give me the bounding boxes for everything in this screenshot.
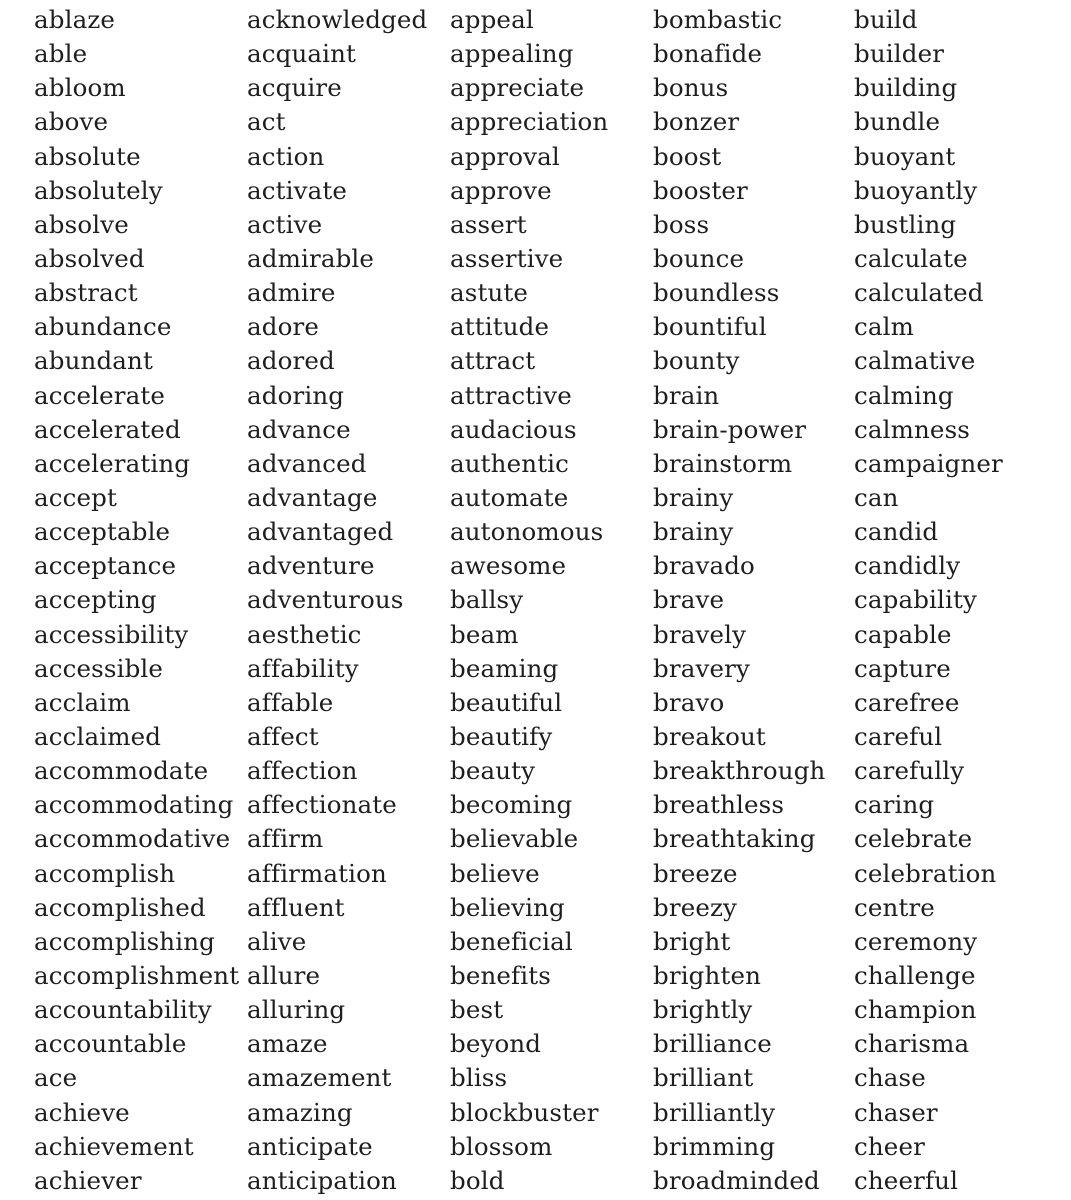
word-item: advanced [247, 448, 367, 478]
word-item: assert [450, 209, 527, 239]
word-item: bombastic [653, 5, 783, 34]
word-item: affable [247, 687, 334, 717]
word-item: action [247, 141, 325, 171]
word-item: brainy [653, 517, 734, 547]
word-item: accomplishment [34, 960, 240, 990]
word-item: achieve [34, 1097, 130, 1127]
word-item: adventurous [247, 585, 404, 615]
word-item: acquire [247, 73, 342, 103]
word-item: bliss [450, 1063, 508, 1093]
word-item: celebration [854, 858, 997, 888]
word-item: affectionate [247, 790, 397, 820]
word-item: advance [247, 414, 351, 444]
word-item: acceptable [34, 517, 171, 547]
word-item: affection [247, 756, 358, 786]
word-item: believable [450, 824, 579, 854]
word-item: challenge [854, 960, 976, 990]
word-item: beam [450, 619, 519, 649]
word-item: broadminded [653, 1165, 820, 1195]
word-item: brilliantly [653, 1097, 776, 1127]
word-item: active [247, 209, 323, 239]
word-item: acquaint [247, 39, 357, 69]
word-item: bounty [653, 346, 740, 376]
word-item: carefully [854, 756, 965, 786]
word-item: brilliant [653, 1063, 754, 1093]
word-item: bonus [653, 73, 729, 103]
word-item: above [34, 107, 109, 137]
word-item: accessible [34, 653, 164, 683]
word-item: autonomous [450, 517, 604, 547]
word-item: allure [247, 960, 321, 990]
word-item: alluring [247, 995, 346, 1025]
word-item: breakout [653, 721, 766, 751]
word-item: beaming [450, 653, 559, 683]
word-item: abstract [34, 278, 138, 308]
word-item: beautify [450, 721, 553, 751]
word-item: accomplishing [34, 926, 215, 956]
word-item: calmness [854, 414, 971, 444]
word-item: abloom [34, 73, 126, 103]
word-item: beneficial [450, 926, 573, 956]
word-item: bravely [653, 619, 747, 649]
word-item: brainy [653, 482, 734, 512]
word-item: amazing [247, 1097, 353, 1127]
word-item: charisma [854, 1029, 970, 1059]
word-item: breathless [653, 790, 785, 820]
word-item: brain-power [653, 414, 807, 444]
word-item: ablaze [34, 5, 116, 34]
word-item: becoming [450, 790, 573, 820]
word-item: blossom [450, 1131, 553, 1161]
word-item: boss [653, 209, 710, 239]
word-item: absolved [34, 243, 145, 273]
word-item: accountability [34, 995, 212, 1025]
word-item: campaigner [854, 448, 1003, 478]
word-item: bravo [653, 687, 725, 717]
word-item: carefree [854, 687, 960, 717]
word-item: build [854, 5, 918, 34]
word-item: assertive [450, 243, 564, 273]
word-item: astute [450, 278, 529, 308]
word-item: amazement [247, 1063, 392, 1093]
word-item: activate [247, 175, 348, 205]
word-item: bounce [653, 243, 745, 273]
word-item: bonafide [653, 39, 763, 69]
word-item: calculate [854, 243, 968, 273]
word-item: alive [247, 926, 307, 956]
word-item: chaser [854, 1097, 938, 1127]
word-item: believe [450, 858, 540, 888]
word-item: advantaged [247, 517, 394, 547]
word-item: bustling [854, 209, 957, 239]
word-item: accelerate [34, 380, 166, 410]
word-item: bonzer [653, 107, 740, 137]
word-item: brainstorm [653, 448, 793, 478]
word-item: accountable [34, 1029, 187, 1059]
word-item: appeal [450, 5, 534, 34]
word-item: best [450, 995, 504, 1025]
word-item: abundance [34, 312, 172, 342]
word-column-1 [34, 3, 239, 1198]
word-item: capture [854, 653, 951, 683]
word-item: approve [450, 175, 552, 205]
word-item: beautiful [450, 687, 563, 717]
word-item: authentic [450, 448, 570, 478]
word-column-3 [450, 3, 608, 1198]
word-item: anticipation [247, 1165, 397, 1195]
word-item: appealing [450, 39, 574, 69]
word-item: calculated [854, 278, 984, 308]
word-item: accept [34, 482, 117, 512]
word-item: cheerful [854, 1165, 959, 1195]
word-item: automate [450, 482, 569, 512]
word-item: absolute [34, 141, 141, 171]
word-item: can [854, 482, 899, 512]
word-item: adore [247, 312, 320, 342]
word-item: benefits [450, 960, 551, 990]
word-item: affability [247, 653, 359, 683]
word-item: acclaim [34, 687, 131, 717]
word-item: acclaimed [34, 721, 162, 751]
word-item: acceptance [34, 551, 177, 581]
word-item: attract [450, 346, 536, 376]
word-item: absolutely [34, 175, 163, 205]
word-item: awesome [450, 551, 567, 581]
word-item: calm [854, 312, 914, 342]
word-item: candidly [854, 551, 961, 581]
word-item: accelerating [34, 448, 191, 478]
word-item: brilliance [653, 1029, 772, 1059]
word-item: brave [653, 585, 725, 615]
word-item: appreciation [450, 107, 609, 137]
word-item: approval [450, 141, 560, 171]
word-item: breakthrough [653, 756, 826, 786]
word-item: ace [34, 1063, 78, 1093]
word-item: admirable [247, 243, 375, 273]
word-item: brimming [653, 1131, 776, 1161]
word-item: achiever [34, 1165, 142, 1195]
word-column-2 [247, 3, 427, 1198]
word-item: adored [247, 346, 335, 376]
word-item: attitude [450, 312, 550, 342]
word-item: achievement [34, 1131, 194, 1161]
word-item: abundant [34, 346, 153, 376]
word-item: buoyantly [854, 175, 978, 205]
word-item: adoring [247, 380, 345, 410]
word-item: brightly [653, 995, 753, 1025]
word-item: accommodative [34, 824, 231, 854]
word-item: careful [854, 721, 943, 751]
word-item: accommodate [34, 756, 209, 786]
word-item: capable [854, 619, 952, 649]
word-item: capability [854, 585, 977, 615]
word-item: celebrate [854, 824, 973, 854]
word-item: affirmation [247, 858, 387, 888]
word-item: centre [854, 892, 935, 922]
word-item: bundle [854, 107, 941, 137]
word-item: accomplish [34, 858, 176, 888]
word-item: beyond [450, 1029, 542, 1059]
word-item: able [34, 39, 88, 69]
word-item: ballsy [450, 585, 524, 615]
word-item: champion [854, 995, 977, 1025]
word-item: boost [653, 141, 722, 171]
word-item: advantage [247, 482, 378, 512]
word-item: appreciate [450, 73, 585, 103]
word-item: booster [653, 175, 748, 205]
word-item: cheer [854, 1131, 925, 1161]
word-item: act [247, 107, 286, 137]
word-item: accommodating [34, 790, 234, 820]
word-item: acknowledged [247, 5, 428, 34]
word-item: builder [854, 39, 945, 69]
word-item: brain [653, 380, 720, 410]
word-item: accepting [34, 585, 157, 615]
word-item: boundless [653, 278, 780, 308]
word-item: candid [854, 517, 939, 547]
word-item: bold [450, 1165, 505, 1195]
word-item: chase [854, 1063, 926, 1093]
word-item: affluent [247, 892, 345, 922]
word-item: caring [854, 790, 935, 820]
word-item: beauty [450, 756, 536, 786]
word-item: building [854, 73, 958, 103]
word-item: amaze [247, 1029, 328, 1059]
word-item: bright [653, 926, 731, 956]
word-column-5 [854, 3, 1003, 1198]
word-item: believing [450, 892, 565, 922]
word-column-4 [653, 3, 825, 1198]
word-item: calming [854, 380, 954, 410]
word-item: buoyant [854, 141, 956, 171]
word-item: audacious [450, 414, 577, 444]
word-item: calmative [854, 346, 976, 376]
word-item: affirm [247, 824, 324, 854]
word-item: ceremony [854, 926, 978, 956]
word-item: breathtaking [653, 824, 816, 854]
word-item: adventure [247, 551, 375, 581]
word-item: bravado [653, 551, 755, 581]
word-item: affect [247, 721, 319, 751]
word-item: accomplished [34, 892, 206, 922]
word-item: breeze [653, 858, 738, 888]
word-item: blockbuster [450, 1097, 599, 1127]
word-item: bountiful [653, 312, 767, 342]
word-item: brighten [653, 960, 762, 990]
word-item: accessibility [34, 619, 189, 649]
word-item: attractive [450, 380, 572, 410]
word-item: admire [247, 278, 336, 308]
word-item: aesthetic [247, 619, 362, 649]
word-item: bravery [653, 653, 750, 683]
word-item: absolve [34, 209, 129, 239]
word-item: anticipate [247, 1131, 373, 1161]
word-item: accelerated [34, 414, 181, 444]
word-item: breezy [653, 892, 738, 922]
